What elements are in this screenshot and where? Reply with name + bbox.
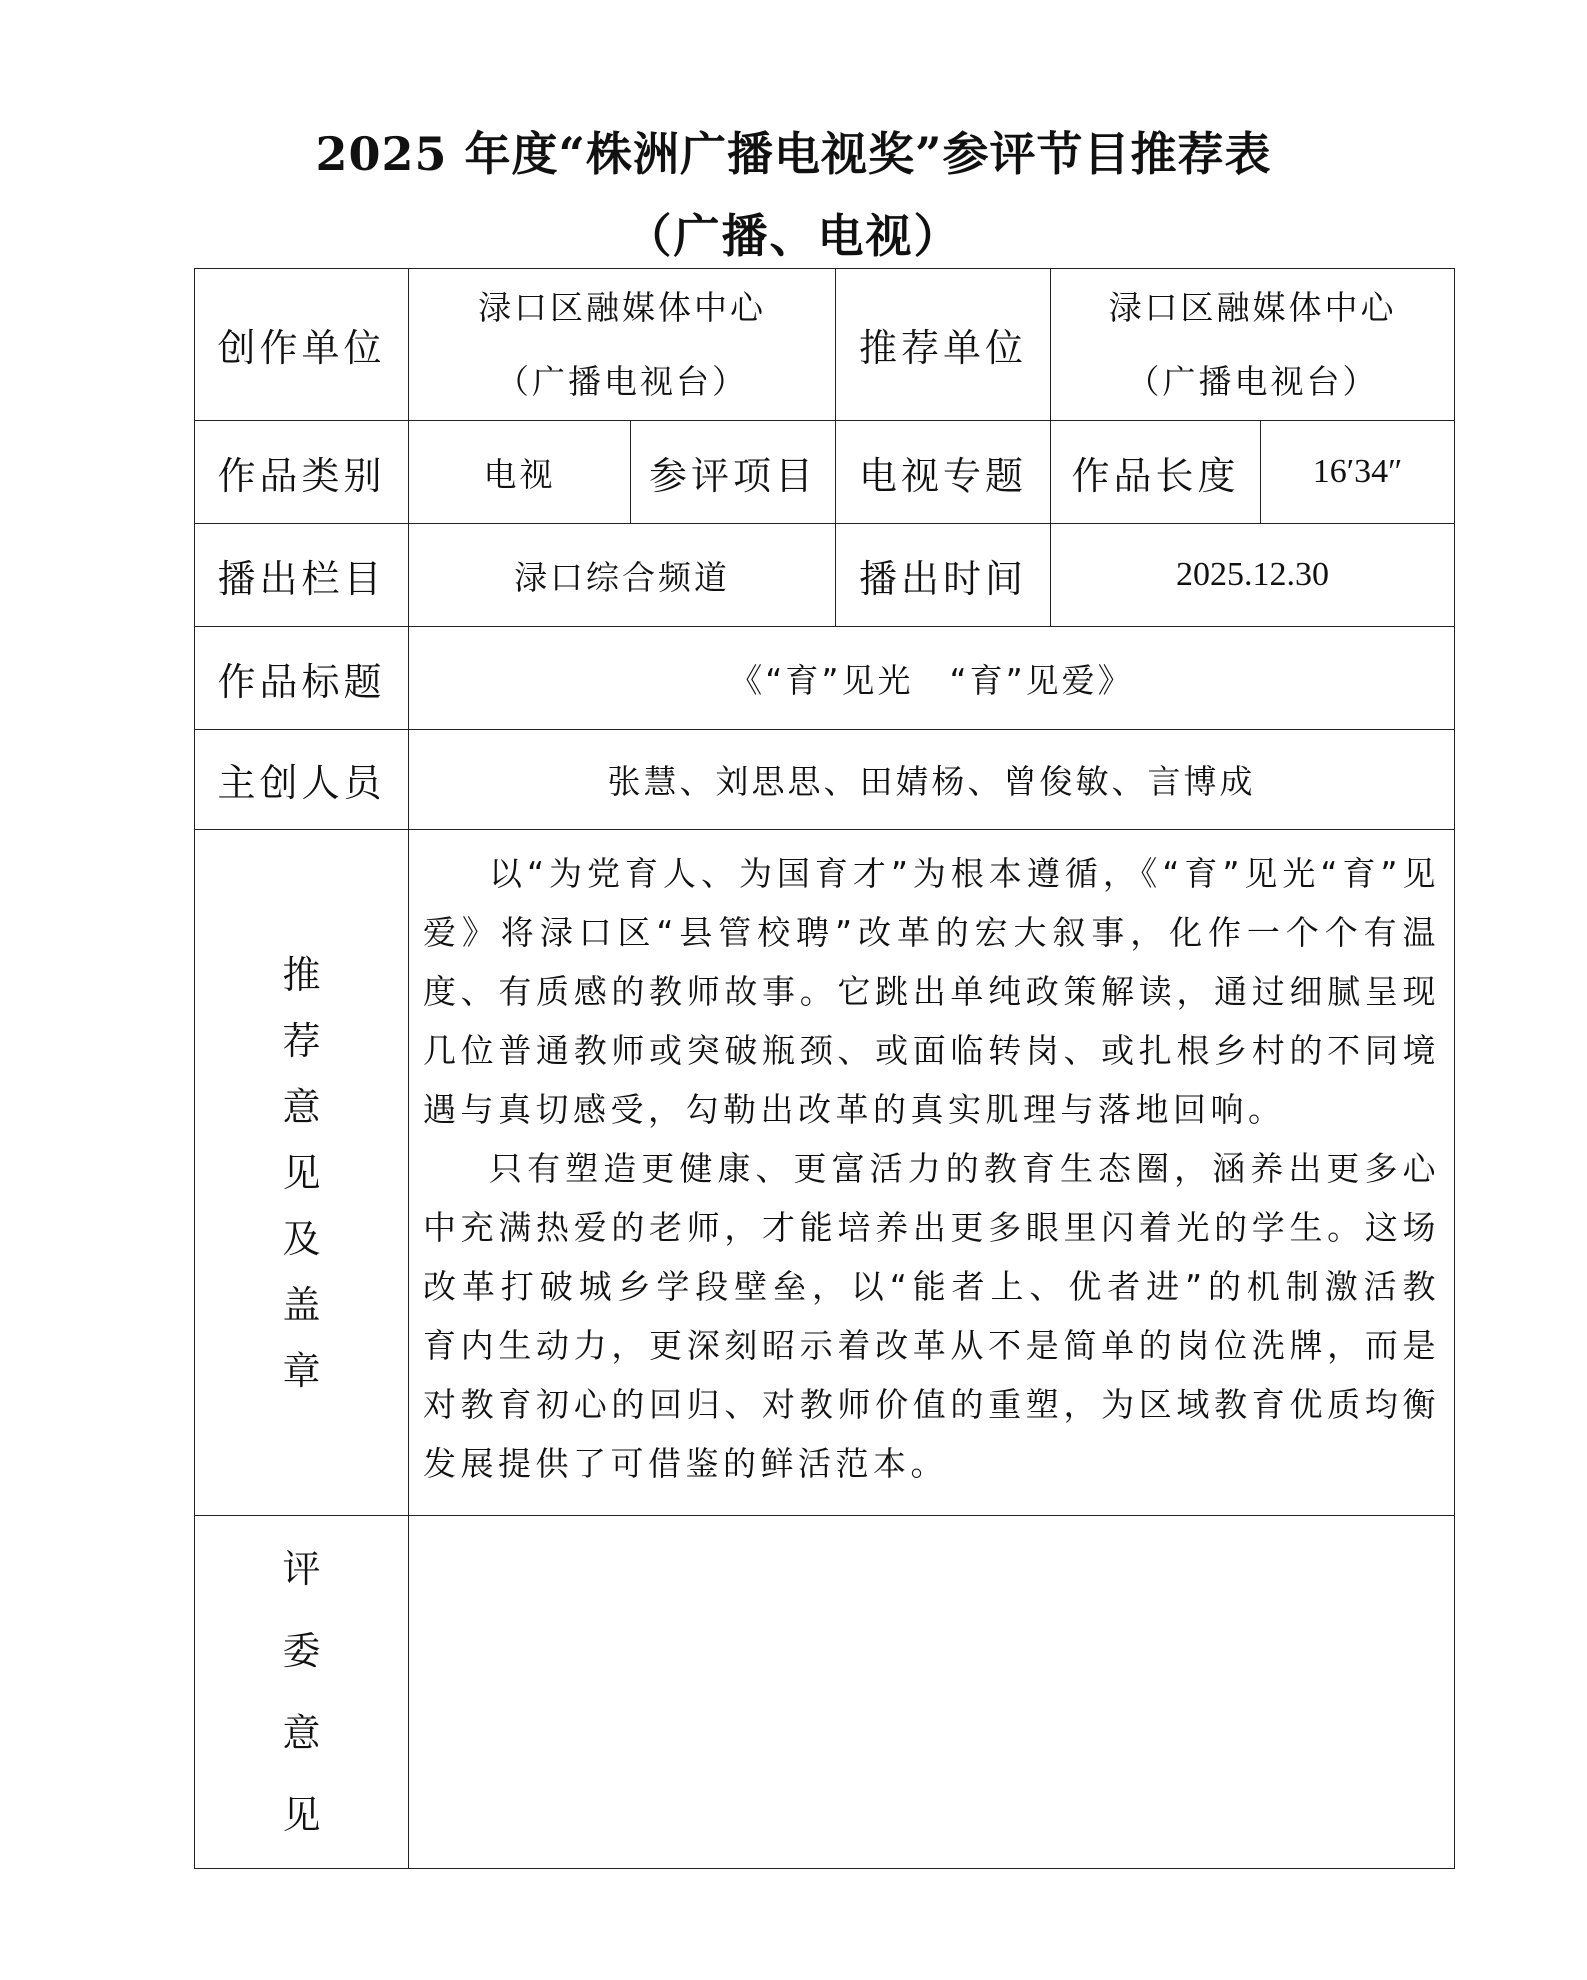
project-label: 参评项目 (631, 421, 836, 524)
length-label: 作品长度 (1051, 421, 1261, 524)
row-category (195, 421, 1455, 524)
jury-opinion-area[interactable] (409, 1516, 1455, 1869)
length-value: 16′34″ (1261, 421, 1455, 524)
row-broadcast (195, 524, 1455, 627)
creator-unit-label: 创作单位 (195, 269, 409, 421)
jury-label: 评委意见 (282, 1547, 321, 1837)
category-label: 作品类别 (195, 421, 409, 524)
work-title-value: 《“育”见光 “育”见爱》 (409, 627, 1455, 730)
project-value: 电视专题 (836, 421, 1051, 524)
recommendation-label: 推荐意见及盖章 (282, 952, 321, 1393)
program-label: 播出栏目 (195, 524, 409, 627)
jury-label-cell (195, 1516, 409, 1869)
air-time-label: 播出时间 (836, 524, 1051, 627)
creator-unit-value (409, 269, 836, 421)
recommender-unit-line1: 渌口区融媒体中心 (1108, 287, 1397, 327)
recommender-unit-label: 推荐单位 (836, 269, 1051, 421)
creators-label: 主创人员 (195, 730, 409, 830)
row-recommendation (195, 830, 1455, 1516)
creator-unit-line2: （广播电视台） (496, 361, 748, 401)
creator-unit-line1: 渌口区融媒体中心 (478, 287, 766, 327)
recommender-unit-line2: （广播电视台） (1126, 361, 1379, 401)
recommendation-label-cell (195, 830, 409, 1516)
category-value: 电视 (409, 421, 631, 524)
recommendation-paragraph-1: 以“为党育人、为国育才”为根本遵循，《“育”见光“育”见爱》将渌口区“县管校聘”改革的宏大叙事，化作一个个有温度、有质感的教师故事。它跳出单纯政策解读，通过细腻呈现几位普通教师或突破瓶颈、或面临转岗、或扎根乡村的不同境遇与真切感受，勾勒出改革的真实肌理与落地回响。 (423, 854, 1440, 1129)
page-subtitle: （广播、电视） (625, 209, 962, 263)
recommendation-form-table (194, 268, 1455, 1869)
row-creators (195, 730, 1455, 830)
row-units (195, 269, 1455, 421)
air-time-value: 2025.12.30 (1051, 524, 1455, 627)
work-title-label: 作品标题 (195, 627, 409, 730)
row-title (195, 627, 1455, 730)
recommendation-paragraph-2: 只有塑造更健康、更富活力的教育生态圈，涵养出更多心中充满热爱的老师，才能培养出更多眼里闪着光的学生。这场改革打破城乡学段壁垒，以“能者上、优者进”的机制激活教育内生动力，更深刻昭示着改革从不是简单的岗位洗牌，而是对教育初心的回归、对教师价值的重塑，为区域教育优质均衡发展提供了可借鉴的鲜活范本。 (423, 1149, 1440, 1483)
program-value: 渌口综合频道 (409, 524, 836, 627)
page-title: 2025 年度“株洲广播电视奖”参评节目推荐表 (315, 127, 1272, 181)
recommender-unit-value (1051, 269, 1455, 421)
recommendation-text (409, 830, 1455, 1516)
creators-value: 张慧、刘思思、田婧杨、曾俊敏、言博成 (409, 730, 1455, 830)
row-jury (195, 1516, 1455, 1869)
